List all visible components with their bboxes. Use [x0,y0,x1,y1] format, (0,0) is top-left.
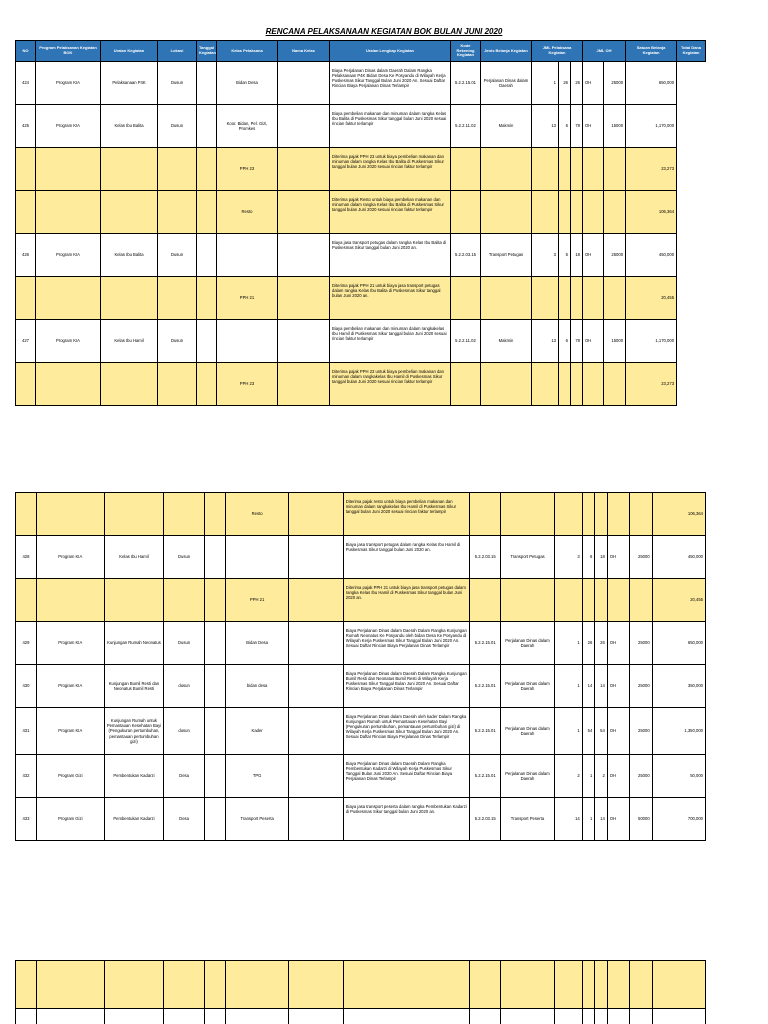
empty-cell [16,191,36,234]
uraian-lengkap-cell: Diterima pajak PPH 23 untuk biaya pembelian makanan dan minuman dalam rangka Kelas Ibu Balita di Puskesmas Sikur tanggal bulan Juni 2020 sesuai rincian faktur terlampir [330,148,451,191]
nama-kelas-cell [278,62,330,105]
jenis-belanja-cell: Makmin [481,320,532,363]
jml-hari-cell: 26 [559,62,571,105]
kelas-pelaksana-cell: PPH 21 [217,277,278,320]
jml-hari-cell: 54 [582,708,595,755]
empty-cell [16,148,36,191]
kegiatan-row [16,62,706,105]
kelas-pelaksana-cell: Transport Peserta [225,798,289,841]
jenis-belanja-cell: Perjalanan Dinas dalam Daerah [501,755,554,798]
tax-row [16,363,706,406]
uraian-kegiatan-cell: Pelaksanaan P4K [101,62,158,105]
tanggal-cell [197,105,217,148]
empty-cell [559,191,571,234]
budget-table-1 [15,40,706,406]
empty-cell [36,191,101,234]
tanggal-cell [204,708,225,755]
empty-cell [629,493,652,536]
jml-pelaksana-cell: 2 [554,755,582,798]
kelas-pelaksana-cell: PPH 23 [217,363,278,406]
total-dana-cell: 1,170,000 [626,320,677,363]
uraian-kegiatan-cell: Kunjungan Bumil Resti dan Neonatus Bumil Resti [104,665,164,708]
empty-cell [197,148,217,191]
program-cell: Program KIA [36,622,104,665]
page-title: RENCANA PELAKSANAAN KEGIATAN BOK BULAN JUNI 2020 [265,27,503,36]
program-cell: Program KIA [36,234,101,277]
tax-row [16,493,706,536]
jml-hari-cell: 6 [559,234,571,277]
program-cell: Program KIA [36,105,101,148]
empty-cell [36,579,104,622]
lokasi-cell: Desa [164,755,205,798]
program-cell: Program KIA [36,536,104,579]
jml-hari-cell: 6 [559,320,571,363]
kegiatan-row [16,234,706,277]
jml-pelaksana-cell: 3 [554,536,582,579]
jml-hari-cell: 26 [582,622,595,665]
empty-cell [289,579,343,622]
jml-hari-cell: 6 [559,105,571,148]
lokasi-cell: Dusun [164,536,205,579]
total-dana-cell: 650,000 [652,622,705,665]
oh-unit-cell: OH [583,234,604,277]
tax-row [16,579,706,622]
empty-cell [16,363,36,406]
oh-unit-cell: OH [583,105,604,148]
empty-cell [607,493,629,536]
kelas-pelaksana-cell: Bidan Desa [217,62,278,105]
empty-cell [470,579,501,622]
column-header: Jenis Belanja Kegiatan [481,41,532,62]
jml-oh-cell: 26 [595,622,608,665]
tanggal-cell [204,798,225,841]
column-header: JML Pelaksana Kegiatan [532,41,583,62]
uraian-lengkap-cell: Diterima pajak resto untuk biaya pembelian makanan dan minuman dalam rangkakelas Ibu Hamil di Puskesmas Sikur tanggal bulan Juni 2020 sesuai rincian faktur terlampir [343,493,469,536]
total-dana-cell: 106,364 [626,191,677,234]
budget-table-2 [15,492,706,841]
tanggal-cell [204,622,225,665]
empty-cell [554,579,582,622]
header-row [16,41,706,62]
jenis-belanja-cell: Transport Petugas [501,536,554,579]
satuan-belanja-cell: 25000 [629,708,652,755]
empty-cell [158,191,197,234]
kelas-pelaksana-cell: Resto [217,191,278,234]
lokasi-cell: dusun [164,708,205,755]
uraian-kegiatan-cell: Pembentukan Kadarzi [104,798,164,841]
kode-rekening-cell: 5.2.2.15.01 [451,62,481,105]
uraian-lengkap-cell: Diterima pajak Resto untuk biaya pembelian makanan dan minuman dalam rangka Kelas Ibu Balita di Puskesmas Sikur tanggal bulan Juni 2020 sesuai rincian faktur terlampir [330,191,451,234]
empty-cell [583,148,604,191]
jenis-belanja-cell: Perjalanan Dinas dalam Daerah [501,665,554,708]
kelas-pelaksana-cell: bidan desa [225,665,289,708]
tanggal-cell [197,62,217,105]
program-cell: Program KIA [36,320,101,363]
satuan-belanja-cell: 15000 [604,320,626,363]
tax-row [16,191,706,234]
kode-rekening-cell: 5.2.2.03.15 [451,234,481,277]
column-header: Kode Rekening Kegiatan [451,41,481,62]
empty-cell [289,493,343,536]
uraian-lengkap-cell: Biaya jasa transport petugas dalam rangka Kelas Ibu Hamil di Puskesmas Sikur tanggal bulan Juni 2020 an. [343,536,469,579]
jml-oh-cell: 78 [571,105,583,148]
lokasi-cell: dusun [164,665,205,708]
empty-cell [481,277,532,320]
kegiatan-row [16,708,706,755]
total-dana-cell: 23,273 [626,363,677,406]
empty-cell [451,148,481,191]
uraian-lengkap-cell: Diterima pajak PPH 21 untuk biaya jasa transport petugas dalam rangka Kelas Ibu Balita di Puskesmas Sikur tanggal bulan Juni 2020 an. [330,277,451,320]
oh-unit-cell: OH [583,320,604,363]
uraian-lengkap-cell: Diterima pajak PPH 23 untuk biaya pembelian makanan dan minuman dalam rangkakelas Ibu Hamil di Puskesmas Sikur tanggal bulan Juni 2020 sesuai rincian faktur terlampir [330,363,451,406]
program-cell: Program KIA [36,62,101,105]
jml-hari-cell: 1 [582,798,595,841]
total-dana-cell: 23,273 [626,148,677,191]
kode-rekening-cell: 5.2.2.15.01 [470,708,501,755]
empty-cell [582,493,595,536]
uraian-lengkap-cell: Biaya jasa transport petugas dalam rangka Kelas Ibu Balita di Puskesmas Sikur tanggal bulan Juni 2020 an. [330,234,451,277]
empty-cell [604,363,626,406]
empty-cell [559,148,571,191]
satuan-belanja-cell: 15000 [604,105,626,148]
oh-unit-cell: OH [607,798,629,841]
empty-cell [583,363,604,406]
column-header: Program Pelaksanan Kegiatan BOK [36,41,101,62]
program-cell: Program Gizi [36,755,104,798]
empty-cell [164,493,205,536]
oh-unit-cell: OH [607,708,629,755]
uraian-kegiatan-cell: Kelas Ibu Balita [101,234,158,277]
empty-cell [481,148,532,191]
empty-cell [604,277,626,320]
total-dana-cell: 1,350,000 [652,708,705,755]
total-dana-cell: 20,455 [626,277,677,320]
kelas-pelaksana-cell: PPH 23 [217,148,278,191]
empty-cell [158,277,197,320]
nama-kelas-cell [289,755,343,798]
empty-cell [595,493,608,536]
column-header: Nama Kelas [278,41,330,62]
total-dana-cell: 106,364 [652,493,705,536]
lokasi-cell: Dusun [158,234,197,277]
nama-kelas-cell [289,536,343,579]
empty-cell [629,579,652,622]
jenis-belanja-cell: Transport Peserta [501,798,554,841]
empty-cell [595,579,608,622]
kelas-pelaksana-cell: Resto [225,493,289,536]
kegiatan-row [16,320,706,363]
tax-row [16,277,706,320]
kegiatan-row [16,798,706,841]
kegiatan-row [16,536,706,579]
oh-unit-cell: OH [607,665,629,708]
jml-hari-cell: 6 [582,536,595,579]
no-cell: 425 [16,105,36,148]
empty-cell [481,191,532,234]
empty-cell [501,579,554,622]
empty-cell [278,277,330,320]
lokasi-cell: Dusun [158,105,197,148]
empty-cell [451,191,481,234]
nama-kelas-cell [289,622,343,665]
jenis-belanja-cell: Perjalanan Dinas dalam Daerah [501,622,554,665]
uraian-kegiatan-cell: Pembentukan Kadarzi [104,755,164,798]
satuan-belanja-cell: 25000 [604,234,626,277]
oh-unit-cell: OH [583,62,604,105]
empty-cell [604,191,626,234]
empty-cell [571,277,583,320]
kelas-pelaksana-cell [217,320,278,363]
total-dana-cell: 450,000 [626,234,677,277]
no-cell: 424 [16,62,36,105]
jml-oh-cell: 18 [595,536,608,579]
nama-kelas-cell [278,320,330,363]
no-cell: 433 [16,798,37,841]
empty-cell [451,363,481,406]
empty-cell [16,277,36,320]
jml-pelaksana-cell: 1 [554,622,582,665]
uraian-kegiatan-cell: Kunjungan Rumah Neonatus [104,622,164,665]
uraian-kegiatan-cell: Kelas Ibu Hamil [101,320,158,363]
nama-kelas-cell [289,708,343,755]
jml-pelaksana-cell: 14 [554,798,582,841]
kelas-pelaksana-cell: Bidan Desa [225,622,289,665]
jml-oh-cell: 26 [571,62,583,105]
jml-oh-cell: 78 [571,320,583,363]
empty-cell [101,363,158,406]
jenis-belanja-cell: Perjalanan Dinas dalam Daerah [501,708,554,755]
empty-cell [278,148,330,191]
nama-kelas-cell [278,234,330,277]
jml-pelaksana-cell: 13 [532,320,559,363]
total-dana-cell: 1,170,000 [626,105,677,148]
program-cell: Program Gizi [36,798,104,841]
tanggal-cell [204,755,225,798]
empty-cell [571,191,583,234]
jml-hari-cell: 1 [582,755,595,798]
empty-row [16,961,706,1009]
empty-cell [571,363,583,406]
jml-oh-cell: 2 [595,755,608,798]
empty-cell [16,493,37,536]
oh-unit-cell: OH [607,622,629,665]
empty-cell [532,277,559,320]
no-cell: 429 [16,622,37,665]
uraian-kegiatan-cell: Kunjungan Rumah untuk Pemantauan Kesehatan Bayi (Pengukuran pertumbuhan, pemantauan pertumbuhan gizi) [104,708,164,755]
kegiatan-row [16,622,706,665]
empty-cell [481,363,532,406]
empty-cell [36,493,104,536]
empty-cell [532,191,559,234]
no-cell: 426 [16,234,36,277]
uraian-lengkap-cell: Biaya Perjalanan Dinas dalam Daerah Dalam Rangka Pelaksanaan P4K Bidan Desa Ke Posyandu di Wilayah Kerja Puskesmas Sikur Tanggal Bulan Juni 2020 An. Sesuai Daftar Rincian Biaya Perjalanan Dinas Terlampir [330,62,451,105]
lokasi-cell: Dusun [158,320,197,363]
empty-cell [16,579,37,622]
nama-kelas-cell [278,105,330,148]
tanggal-cell [204,665,225,708]
empty-cell [607,579,629,622]
program-cell: Program KIA [36,708,104,755]
jml-pelaksana-cell: 3 [532,234,559,277]
empty-cell [583,277,604,320]
jml-oh-cell: 18 [571,234,583,277]
column-header: Tanggal Kegiatan [197,41,217,62]
oh-unit-cell: OH [607,536,629,579]
empty-cell [164,579,205,622]
total-dana-cell: 450,000 [652,536,705,579]
kode-rekening-cell: 5.2.2.03.15 [470,798,501,841]
column-header: Uraian Lengkap Kegiatan [330,41,451,62]
uraian-kegiatan-cell: Kelas Ibu Balita [101,105,158,148]
empty-cell [583,191,604,234]
satuan-belanja-cell: 25000 [629,665,652,708]
satuan-belanja-cell: 25000 [629,755,652,798]
uraian-lengkap-cell: Biaya pembelian makanan dan minuman dalam rangka Kelas Ibu Balita di Puskesmas Sikur tanggal bulan Juni 2020 sesuai rincian faktur terlampir [330,105,451,148]
total-dana-cell: 700,000 [652,798,705,841]
empty-cell [197,191,217,234]
empty-cell [104,493,164,536]
jml-oh-cell: 14 [595,665,608,708]
column-header: NO [16,41,36,62]
program-cell: Program KIA [36,665,104,708]
oh-unit-cell: OH [607,755,629,798]
uraian-lengkap-cell: Biaya pembelian makanan dan minuman dalam rangkakelas Ibu Hamil di Puskesmas Sikur tanggal bulan Juni 2020 sesuai rincian faktur terlampir [330,320,451,363]
empty-cell [582,579,595,622]
empty-cell [532,363,559,406]
jenis-belanja-cell: Transport Petugas [481,234,532,277]
empty-cell [554,493,582,536]
empty-cell [36,277,101,320]
tax-row [16,148,706,191]
column-header: Satuan Belanja Kegiatan [626,41,677,62]
jml-oh-cell: 54 [595,708,608,755]
lokasi-cell: Desa [164,798,205,841]
empty-cell [278,191,330,234]
kode-rekening-cell: 5.2.2.11.02 [451,320,481,363]
kelas-pelaksana-cell [217,234,278,277]
empty-cell [158,363,197,406]
empty-cell [36,148,101,191]
empty-cell [278,363,330,406]
column-header: Lokasi [158,41,197,62]
empty-cell [101,277,158,320]
column-header: JML OH [583,41,626,62]
column-header: Total Dana Kegiatan [677,41,706,62]
nama-kelas-cell [289,665,343,708]
uraian-lengkap-cell: Biaya Perjalanan Dinas dalam Daerah Dalam Rangka Kunjungan Rumah Neonatus Ke Posyandu oleh bidan Desa Ke Posyandu di Wilayah Kerja Puskesmas Sikur Tanggal Bulan Juni 2020 An. Sesuai Daftar Rincian Biaya Perjalanan Dinas Terlampir [343,622,469,665]
empty-cell [36,363,101,406]
empty-row [16,1009,706,1024]
jml-pelaksana-cell: 1 [554,708,582,755]
jenis-belanja-cell: Makmin [481,105,532,148]
no-cell: 431 [16,708,37,755]
kelas-pelaksana-cell: PPH 21 [225,579,289,622]
empty-cell [604,148,626,191]
lokasi-cell: Dusun [164,622,205,665]
empty-cell [104,579,164,622]
lokasi-cell: Dusun [158,62,197,105]
kelas-pelaksana-cell: Koor. Bidan, Pel. Gizi, Promkes [217,105,278,148]
empty-cell [101,148,158,191]
satuan-belanja-cell: 25000 [629,622,652,665]
kode-rekening-cell: 5.2.2.15.01 [470,622,501,665]
empty-cell [451,277,481,320]
uraian-lengkap-cell: Biaya Perjalanan Dinas dalam Daerah Dalam Rangka Pembentukan Kadarzi di Wilayah Kerja Puskesmas Sikur Tanggal Bulan Juni 2020 An. Sesuai Daftar Rincian Biaya Perjalanan Dinas Terlampir [343,755,469,798]
empty-cell [532,148,559,191]
uraian-lengkap-cell: Biaya Perjalanan Dinas dalam Daerah Dalam Rangka Kunjungan Bumil Resti dan Neonatus Bumil Resti di Wilayah Kerja Puskesmas Sikur Tanggal Bulan Juni 2020 An. Sesuai Daftar Rincian Biaya Perjalanan Dinas Terlampir [343,665,469,708]
uraian-lengkap-cell: Diterima pajak PPH 21 untuk biaya jasa transport petugas dalam rangka Kelas Ibu Hamil di Puskesmas Sikur tanggal bulan Juni 2020 an. [343,579,469,622]
uraian-lengkap-cell: Biaya jasa transport peserta dalam rangka Pembentukan Kadarzi di Puskesmas Sikur tanggal bulan Juni 2020 an. [343,798,469,841]
kelas-pelaksana-cell [225,536,289,579]
kode-rekening-cell: 5.2.2.15.01 [470,755,501,798]
jenis-belanja-cell: Perjalanan Dinas dalam Daerah [481,62,532,105]
kegiatan-row [16,665,706,708]
no-cell: 427 [16,320,36,363]
empty-cell [470,493,501,536]
empty-cell [501,493,554,536]
column-header: Kelas Pelaksana [217,41,278,62]
total-dana-cell: 50,000 [652,755,705,798]
kelas-pelaksana-cell: TPG [225,755,289,798]
jml-pelaksana-cell: 1 [532,62,559,105]
satuan-belanja-cell: 25000 [604,62,626,105]
kode-rekening-cell: 5.2.2.03.15 [470,536,501,579]
jml-oh-cell: 14 [595,798,608,841]
kegiatan-row [16,105,706,148]
empty-cell [101,191,158,234]
tanggal-cell [197,320,217,363]
satuan-belanja-cell: 25000 [629,536,652,579]
total-dana-cell: 20,455 [652,579,705,622]
jml-hari-cell: 14 [582,665,595,708]
budget-table-3 [15,960,706,1024]
total-dana-cell: 650,000 [626,62,677,105]
empty-cell [204,579,225,622]
total-dana-cell: 350,000 [652,665,705,708]
jml-pelaksana-cell: 13 [532,105,559,148]
satuan-belanja-cell: 50000 [629,798,652,841]
tanggal-cell [197,234,217,277]
empty-cell [197,277,217,320]
empty-cell [571,148,583,191]
empty-cell [158,148,197,191]
tanggal-cell [204,536,225,579]
no-cell: 432 [16,755,37,798]
kode-rekening-cell: 5.2.2.15.01 [470,665,501,708]
no-cell: 430 [16,665,37,708]
kode-rekening-cell: 5.2.2.11.02 [451,105,481,148]
empty-cell [197,363,217,406]
empty-cell [559,277,571,320]
nama-kelas-cell [289,798,343,841]
column-header: Uraian Kegiatan [101,41,158,62]
uraian-kegiatan-cell: Kelas Ibu Hamil [104,536,164,579]
no-cell: 428 [16,536,37,579]
empty-cell [559,363,571,406]
uraian-lengkap-cell: Biaya Perjalanan Dinas dalam Daerah oleh kader Dalam Rangka Kunjungan Rumah untuk Pemantauan Kesehatan Bayi (Pengukuran pertumbuhan, pemantauan pertumbuhan gizi) di Wilayah Kerja Puskesmas Sikur Tanggal Bulan Juni 2020 An. Sesuai Daftar Rincian Biaya Perjalanan Dinas Terlampir [343,708,469,755]
kelas-pelaksana-cell: Kader [225,708,289,755]
jml-pelaksana-cell: 1 [554,665,582,708]
empty-cell [204,493,225,536]
kegiatan-row [16,755,706,798]
